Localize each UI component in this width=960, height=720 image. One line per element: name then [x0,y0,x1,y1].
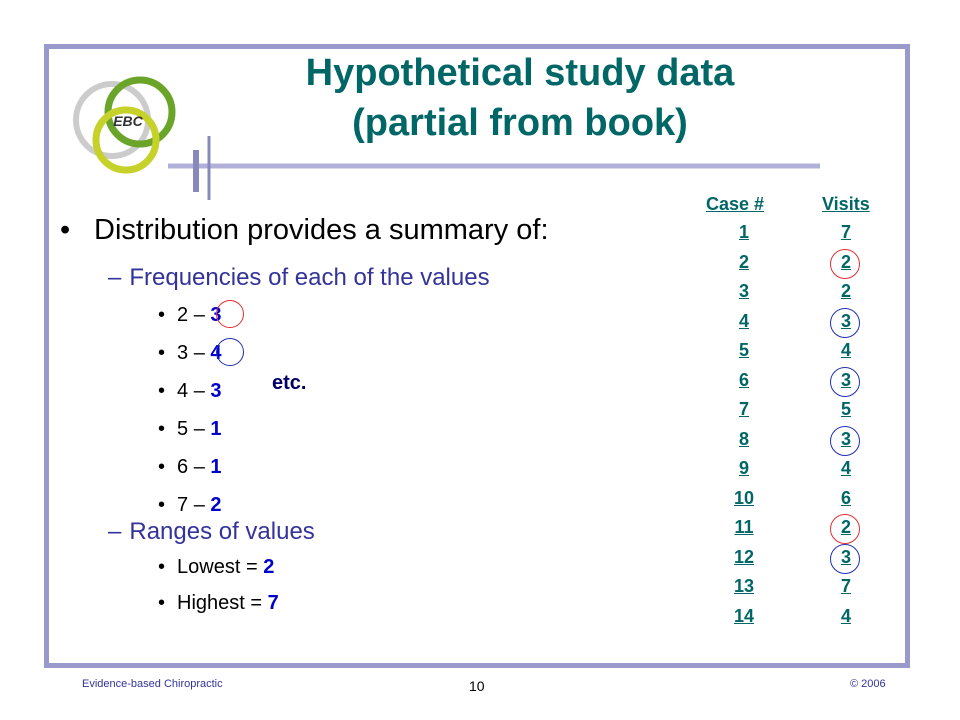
list-item [158,556,274,579]
table-cell-visits: 3 [840,546,851,567]
range-value: 7 [267,592,279,614]
circle-annotation [830,249,860,279]
table-cell-case: 4 [738,310,749,331]
circle-annotation [830,367,860,397]
bullet-dot: • [60,214,71,246]
bullet-dot: • [158,556,166,578]
table-cell-visits: 2 [840,251,851,272]
table-cell-visits: 4 [840,458,851,478]
sub-bullet-frequencies: – Frequencies of each of the values [108,264,490,291]
list-item [158,380,222,403]
frequency-value: 5 – [177,418,211,440]
table-cell-visits: 5 [840,399,851,419]
main-bullet-text: Distribution provides a summary of: [94,214,549,246]
frequency-value: 6 – [177,456,211,478]
frequency-value: 4 – [177,380,211,402]
sub-bullet-text: Ranges of values [129,518,315,545]
table-header-case: Case # [706,194,765,214]
bullet-dot: • [158,304,166,326]
table-cell-case: 9 [738,458,749,478]
table-cell-case: 3 [738,281,749,301]
bullet-dot: • [158,456,166,478]
table-cell-case: 13 [733,576,755,596]
frequency-count: 3 [210,304,222,326]
frequency-value: 7 – [177,494,211,516]
blue-circle-annotation [216,338,244,366]
table-cell-case: 10 [733,487,755,508]
table-cell-visits: 6 [840,487,851,508]
table-cell-case: 5 [738,340,749,360]
list-item [158,494,222,517]
slide-title [240,48,800,148]
table-cell-case: 1 [738,222,749,242]
table-cell-visits: 3 [840,310,851,331]
frequency-count: 1 [210,418,222,440]
footer-left: Evidence-based Chiropractic [82,678,223,690]
table-cell-visits: 7 [840,222,851,242]
bullet-dot: • [158,418,166,440]
table-cell-case: 7 [738,399,749,419]
table-cell-visits: 3 [840,369,851,390]
sub-bullet-ranges: – Ranges of values [108,518,315,545]
table-cell-case: 12 [733,546,755,567]
footer-right: © 2006 [850,678,886,690]
bullet-dot: • [158,592,166,614]
range-value: 2 [263,556,275,578]
title-line-2: (partial from book) [352,102,688,144]
title-line-1: Hypothetical study data [305,52,735,94]
frequency-count: 1 [210,456,222,478]
frequency-count: 2 [210,494,222,516]
frequency-count: 3 [210,380,222,402]
list-item [158,304,222,327]
list-item [158,418,222,441]
sub-bullet-text: Frequencies of each of the values [129,264,490,291]
ebc-logo [70,72,190,182]
table-cell-case: 6 [738,369,749,390]
bullet-dot: • [158,380,166,402]
table-cell-case: 8 [738,428,749,449]
table-cell-case: 11 [734,517,754,537]
table-cell-case: 14 [733,605,755,626]
range-label: Highest = [177,592,268,614]
etc-note: etc. [272,372,307,394]
bullet-dot: • [158,342,166,364]
table-cell-visits: 3 [840,428,851,449]
circle-annotation [830,426,860,456]
bullet-dot: • [158,494,166,516]
table-cell-case: 2 [738,251,749,272]
circle-annotation [830,308,860,338]
list-item [158,456,222,479]
page-number: 10 [469,678,485,694]
red-circle-annotation [216,300,244,328]
table-cell-visits: 4 [840,340,851,360]
list-item [158,592,279,615]
circle-annotation [830,544,860,574]
frequency-count: 4 [210,342,222,364]
table-cell-visits: 7 [840,576,851,596]
list-item [158,342,222,365]
table-cell-visits: 2 [840,517,851,537]
frequency-value: 3 – [177,342,211,364]
frequency-value: 2 – [177,304,211,326]
logo-text: EBC [113,113,143,129]
range-label: Lowest = [177,556,264,578]
table-cell-visits: 2 [840,281,851,301]
circle-annotation [830,514,860,544]
table-header-visits: Visits [822,194,870,214]
table-cell-visits: 4 [840,605,851,626]
